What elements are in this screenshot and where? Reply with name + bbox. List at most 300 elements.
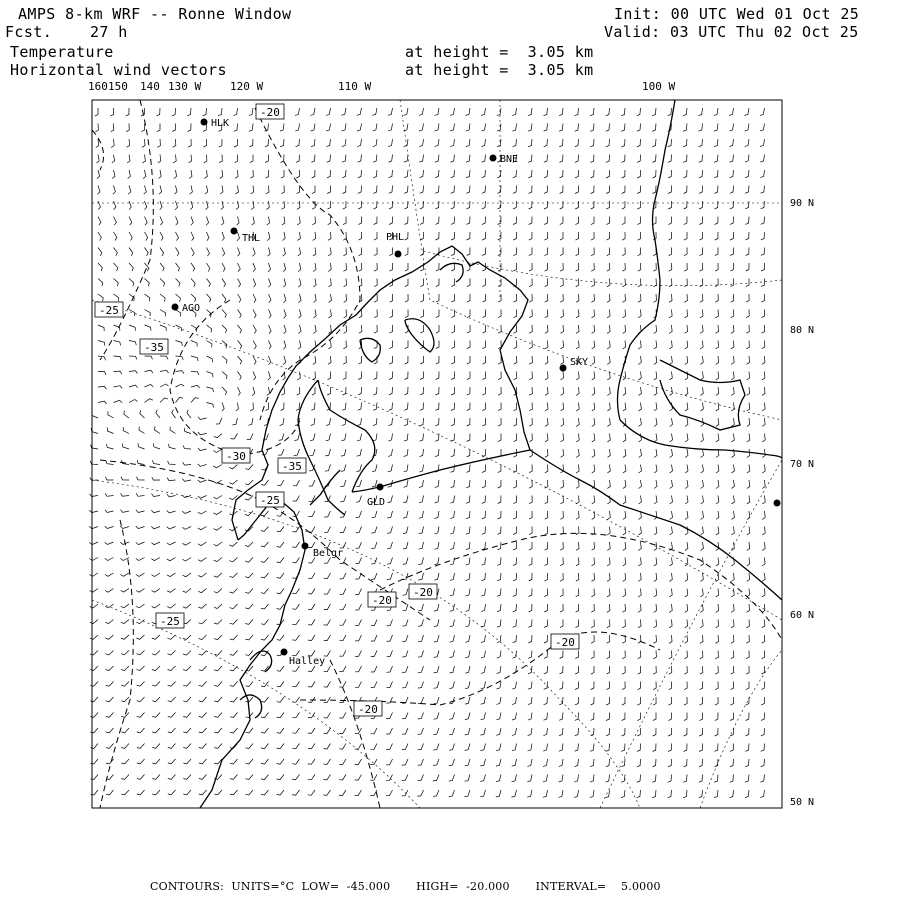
wind-barb (328, 217, 331, 225)
wind-barb (700, 310, 703, 318)
wind-barb (637, 697, 640, 705)
wind-barb (466, 124, 470, 132)
wind-barb (434, 713, 440, 720)
wind-barb (481, 635, 485, 643)
wind-barb (467, 279, 470, 287)
wind-barb (497, 589, 501, 597)
wind-barb (638, 310, 641, 318)
wind-barb (269, 341, 272, 350)
wind-barb (245, 604, 253, 609)
wind-barb (114, 400, 123, 402)
wind-barb (498, 325, 501, 333)
wind-barb (498, 279, 501, 287)
wind-barb (389, 387, 393, 395)
wind-barb (730, 697, 733, 705)
wind-barb (128, 186, 131, 195)
wind-barb (207, 310, 212, 318)
wind-barb (623, 542, 626, 550)
wind-barb (591, 201, 594, 209)
wind-barb (283, 263, 286, 272)
wind-barb (575, 139, 579, 147)
wind-barb (402, 728, 408, 734)
wind-barb (762, 465, 765, 473)
wind-barb (512, 108, 516, 116)
wind-barb (746, 294, 749, 302)
wind-barb (435, 418, 439, 426)
wind-barb (497, 124, 501, 132)
wind-barb (145, 310, 151, 317)
wind-barb (129, 371, 137, 374)
wind-barb (654, 403, 657, 411)
wind-barb (190, 186, 193, 195)
wind-barb (559, 124, 563, 132)
wind-barb (544, 666, 548, 674)
wind-barb (137, 477, 145, 480)
wind-barb (152, 682, 160, 687)
wind-barb (389, 186, 393, 194)
wind-barb (652, 790, 656, 798)
wind-barb (481, 604, 485, 612)
wind-barb (545, 325, 548, 333)
wind-barb (685, 418, 688, 427)
wind-barb (371, 527, 377, 534)
wind-barb (529, 604, 533, 612)
wind-barb (371, 558, 377, 565)
wind-barb (731, 635, 734, 643)
wind-barb (371, 682, 377, 688)
wind-barb (591, 232, 594, 240)
wind-barb (89, 510, 98, 513)
wind-barb (434, 635, 439, 642)
wind-barb (560, 542, 563, 550)
wind-barb (482, 558, 486, 566)
wind-barb (700, 341, 703, 349)
wind-barb (311, 403, 315, 411)
wind-barb (145, 325, 152, 331)
wind-barb (545, 279, 548, 287)
wind-barb (282, 232, 285, 241)
wind-barb (545, 310, 548, 318)
wind-barb (450, 651, 455, 658)
wind-barb (638, 341, 641, 349)
wind-barb (668, 775, 672, 783)
wind-barb (214, 697, 222, 702)
wind-barb (261, 713, 268, 718)
wind-barb (252, 387, 255, 396)
wind-barb (576, 449, 579, 457)
wind-barb (668, 759, 672, 767)
wind-barb (261, 480, 268, 485)
wind-barb (169, 444, 176, 449)
wind-barb (167, 478, 175, 481)
wind-barb (343, 387, 346, 395)
wind-barb (405, 217, 409, 225)
wind-barb (622, 697, 625, 705)
wind-barb (716, 325, 719, 333)
wind-barb (716, 341, 719, 349)
wind-barb (683, 170, 687, 178)
wind-barb (402, 620, 408, 627)
wind-barb (308, 728, 315, 733)
wind-barb (160, 325, 166, 331)
wind-barb (560, 666, 564, 674)
wind-barb (105, 635, 113, 639)
wind-barb (714, 139, 718, 147)
wind-barb (214, 434, 222, 438)
wind-barb (607, 542, 610, 550)
wind-barb (323, 775, 330, 780)
wind-barb (746, 682, 749, 690)
wind-barb (762, 527, 765, 535)
wind-barb (435, 170, 439, 178)
wind-barb (355, 744, 362, 750)
wind-barb (528, 139, 532, 147)
wind-barb (684, 744, 687, 752)
wind-barb (745, 139, 749, 147)
wind-barb (90, 573, 99, 576)
wind-barb (387, 635, 393, 641)
wind-barb (669, 372, 672, 380)
wind-barb (730, 775, 734, 783)
wind-barb (561, 356, 564, 364)
wind-barb (669, 325, 672, 333)
wind-barb (281, 186, 284, 194)
wind-barb (220, 170, 223, 178)
wind-barb (277, 573, 284, 578)
wind-barb (168, 713, 176, 718)
wind-barb (143, 170, 146, 179)
wind-barb (329, 310, 332, 318)
wind-barb (298, 279, 301, 288)
wind-barb (715, 294, 718, 302)
wind-barb (198, 448, 207, 451)
contour-label: -25 (160, 615, 180, 628)
wind-barb (466, 573, 470, 581)
wind-barb (545, 465, 548, 473)
wind-barb (249, 124, 253, 132)
wind-barb (607, 325, 610, 333)
wind-barb (419, 465, 423, 473)
wind-barb (513, 496, 516, 504)
wind-barb (280, 139, 284, 147)
wind-barb (312, 372, 315, 380)
wind-barb (174, 170, 177, 179)
field-temperature: Temperature (10, 43, 114, 61)
wind-barb (261, 573, 269, 578)
wind-barb (590, 759, 594, 767)
wind-barb (402, 759, 408, 765)
wind-barb (496, 744, 501, 751)
wind-barb (293, 480, 300, 486)
wind-barb (623, 589, 626, 597)
wind-barb (700, 263, 703, 271)
wind-barb (436, 232, 439, 240)
wind-barb (250, 155, 253, 163)
wind-barb (175, 201, 178, 210)
wind-barb (498, 418, 501, 426)
wind-barb (355, 604, 361, 610)
wind-barb (167, 511, 176, 514)
wind-barb (496, 790, 501, 797)
wind-barb (482, 217, 486, 225)
wind-barb (137, 728, 145, 733)
wind-barb (760, 124, 765, 131)
wind-barb (576, 604, 579, 612)
wind-barb (386, 728, 392, 734)
wind-barb (685, 465, 688, 474)
wind-barb (160, 370, 169, 373)
wind-barb (701, 465, 704, 474)
wind-barb (129, 217, 132, 226)
wind-barb (561, 465, 564, 473)
wind-barb (576, 325, 579, 333)
wind-barb (324, 635, 331, 641)
wind-barb (176, 294, 181, 302)
wind-barb (467, 325, 470, 333)
wind-barb (191, 325, 197, 332)
wind-barb (528, 620, 532, 628)
wind-barb (623, 403, 626, 411)
wind-barb (576, 418, 579, 426)
wind-barb (136, 510, 145, 513)
wind-barb (199, 790, 207, 795)
wind-barb (685, 387, 688, 395)
wind-barb (622, 728, 625, 736)
wind-barb (222, 356, 227, 364)
wind-barb (418, 666, 424, 673)
wind-barb (230, 589, 238, 594)
height-temperature: at height = 3.05 km (405, 43, 594, 61)
wind-barb (436, 325, 439, 333)
wind-barb (639, 480, 642, 489)
wind-barb (496, 775, 501, 782)
wind-barb (170, 427, 176, 434)
wind-barb (637, 713, 640, 721)
wind-barb (339, 790, 346, 796)
wind-barb (528, 170, 532, 178)
wind-barb (356, 542, 362, 548)
wind-barb (417, 790, 423, 796)
wind-barb (575, 170, 579, 178)
wind-barb (114, 217, 117, 226)
wind-barb (297, 186, 300, 194)
wind-barb (560, 279, 563, 287)
wind-barb (436, 310, 439, 318)
wind-barb (222, 232, 224, 241)
wind-barb (654, 325, 657, 333)
wind-barb (591, 651, 594, 659)
wind-barb (344, 310, 347, 318)
wind-barb (157, 139, 160, 147)
wind-barb (250, 139, 254, 147)
wind-barb (622, 279, 625, 287)
wind-barb (545, 403, 548, 411)
wind-barb (670, 418, 673, 427)
wind-barb (544, 697, 548, 705)
wind-barb (623, 465, 626, 473)
wind-barb (340, 620, 347, 626)
contour-label: -30 (226, 450, 246, 463)
wind-barb (137, 682, 145, 687)
wind-barb (466, 542, 470, 550)
wind-barb (420, 201, 424, 209)
wind-barb (606, 682, 609, 690)
wind-barb (576, 589, 579, 597)
wind-barb (261, 589, 269, 594)
lat-label-70n: 70 N (790, 459, 815, 470)
wind-barb (731, 403, 734, 411)
wind-barb (145, 370, 154, 373)
wind-barb (292, 620, 299, 625)
wind-barb (498, 263, 501, 271)
wind-barb (106, 713, 114, 718)
wind-barb (419, 108, 424, 115)
wind-barb (277, 542, 284, 547)
wind-barb (481, 124, 485, 132)
wind-barb (105, 573, 114, 576)
contour-info-footer: CONTOURS: UNITS=°C LOW= -45.000 HIGH= -20.000 INTERVAL= 5.0000 (150, 880, 661, 893)
wind-barb (591, 279, 594, 287)
wind-barb (183, 697, 191, 702)
wind-barb (90, 477, 98, 480)
wind-barb (324, 542, 331, 548)
wind-barb (762, 403, 765, 411)
wind-barb (172, 124, 175, 132)
wind-barb (683, 790, 687, 798)
wind-barb (761, 666, 764, 674)
contour-label: -20 (260, 106, 280, 119)
wind-barb (277, 790, 284, 795)
wind-barb (607, 372, 610, 380)
graticule (92, 100, 782, 808)
wind-barb (308, 573, 315, 579)
wind-barb (238, 325, 242, 333)
wind-barb (715, 651, 718, 659)
wind-barb (529, 248, 532, 256)
wind-barb (323, 790, 330, 795)
wind-barb (214, 589, 222, 593)
wind-barb (527, 790, 532, 797)
wind-barb (191, 232, 194, 241)
wind-barb (106, 666, 114, 671)
wind-barb (669, 651, 672, 659)
wind-barb (606, 170, 609, 178)
wind-barb (327, 186, 330, 194)
wind-barb (191, 279, 195, 287)
wind-barb (731, 341, 734, 349)
wind-barb (403, 496, 408, 503)
wind-barb (311, 124, 315, 132)
wind-barb (730, 713, 733, 721)
wind-barb (105, 589, 113, 593)
wind-barb (229, 527, 237, 531)
wind-barb (574, 775, 578, 783)
wind-barb (121, 790, 129, 795)
wind-barb (701, 403, 704, 411)
wind-barb (371, 666, 377, 672)
wind-barb (137, 666, 145, 671)
wind-barb (404, 186, 408, 194)
wind-barb (747, 387, 750, 395)
wind-barb (685, 480, 688, 489)
wind-barb (253, 325, 256, 334)
wind-barb (451, 372, 454, 380)
wind-barb (419, 480, 423, 488)
wind-barb (387, 573, 393, 580)
wind-barb (220, 186, 223, 195)
wind-barb (341, 465, 346, 472)
wind-barb (591, 713, 595, 721)
wind-barb (355, 790, 362, 796)
wind-barb (359, 263, 362, 271)
wind-barb (435, 139, 439, 147)
wind-barb (127, 155, 130, 164)
map-frame (92, 100, 782, 808)
wind-barb (261, 604, 269, 609)
wind-barb (340, 589, 346, 595)
wind-barb (236, 201, 239, 210)
wind-barb (714, 790, 718, 798)
wind-barb (730, 186, 734, 194)
wind-barb (591, 604, 594, 612)
wind-barb (544, 573, 547, 581)
wind-barb (198, 604, 206, 608)
wind-barb (513, 589, 517, 597)
wind-barb (145, 248, 149, 256)
wind-barb (714, 108, 718, 116)
wind-barb (701, 434, 704, 443)
wind-barb (466, 620, 471, 627)
wind-barb (654, 294, 657, 302)
wind-barb (761, 201, 765, 209)
wind-barb (328, 372, 331, 380)
wind-barb (483, 325, 486, 333)
wind-barb (762, 604, 765, 612)
wind-barb (653, 170, 657, 178)
wind-barb (668, 713, 671, 721)
wind-barb (668, 217, 671, 225)
wind-barb (637, 217, 640, 225)
wind-barb (482, 170, 486, 178)
wind-barb (716, 480, 719, 489)
wind-barb (386, 682, 392, 688)
wind-barb (436, 279, 439, 287)
wind-barb (113, 186, 116, 195)
wind-barb (685, 620, 688, 628)
wind-barb (329, 279, 332, 287)
wind-barb (513, 217, 516, 225)
wind-barb (371, 744, 378, 750)
wind-barb (685, 589, 688, 597)
wind-barb (465, 682, 470, 689)
wind-barb (343, 186, 346, 194)
wind-barb (745, 170, 749, 178)
wind-barb (187, 410, 191, 418)
wind-barb (607, 418, 610, 426)
wind-barb (482, 465, 485, 473)
wind-barb (637, 139, 641, 147)
wind-barb (638, 232, 641, 240)
wind-barb (435, 124, 439, 132)
wind-barb (544, 620, 547, 628)
wind-barb (745, 155, 749, 163)
wind-barb (245, 542, 253, 547)
wind-barb (191, 294, 196, 302)
wind-barb (497, 558, 501, 566)
wind-barb (606, 217, 609, 225)
wind-barb (450, 108, 454, 115)
wind-barb (214, 728, 222, 733)
